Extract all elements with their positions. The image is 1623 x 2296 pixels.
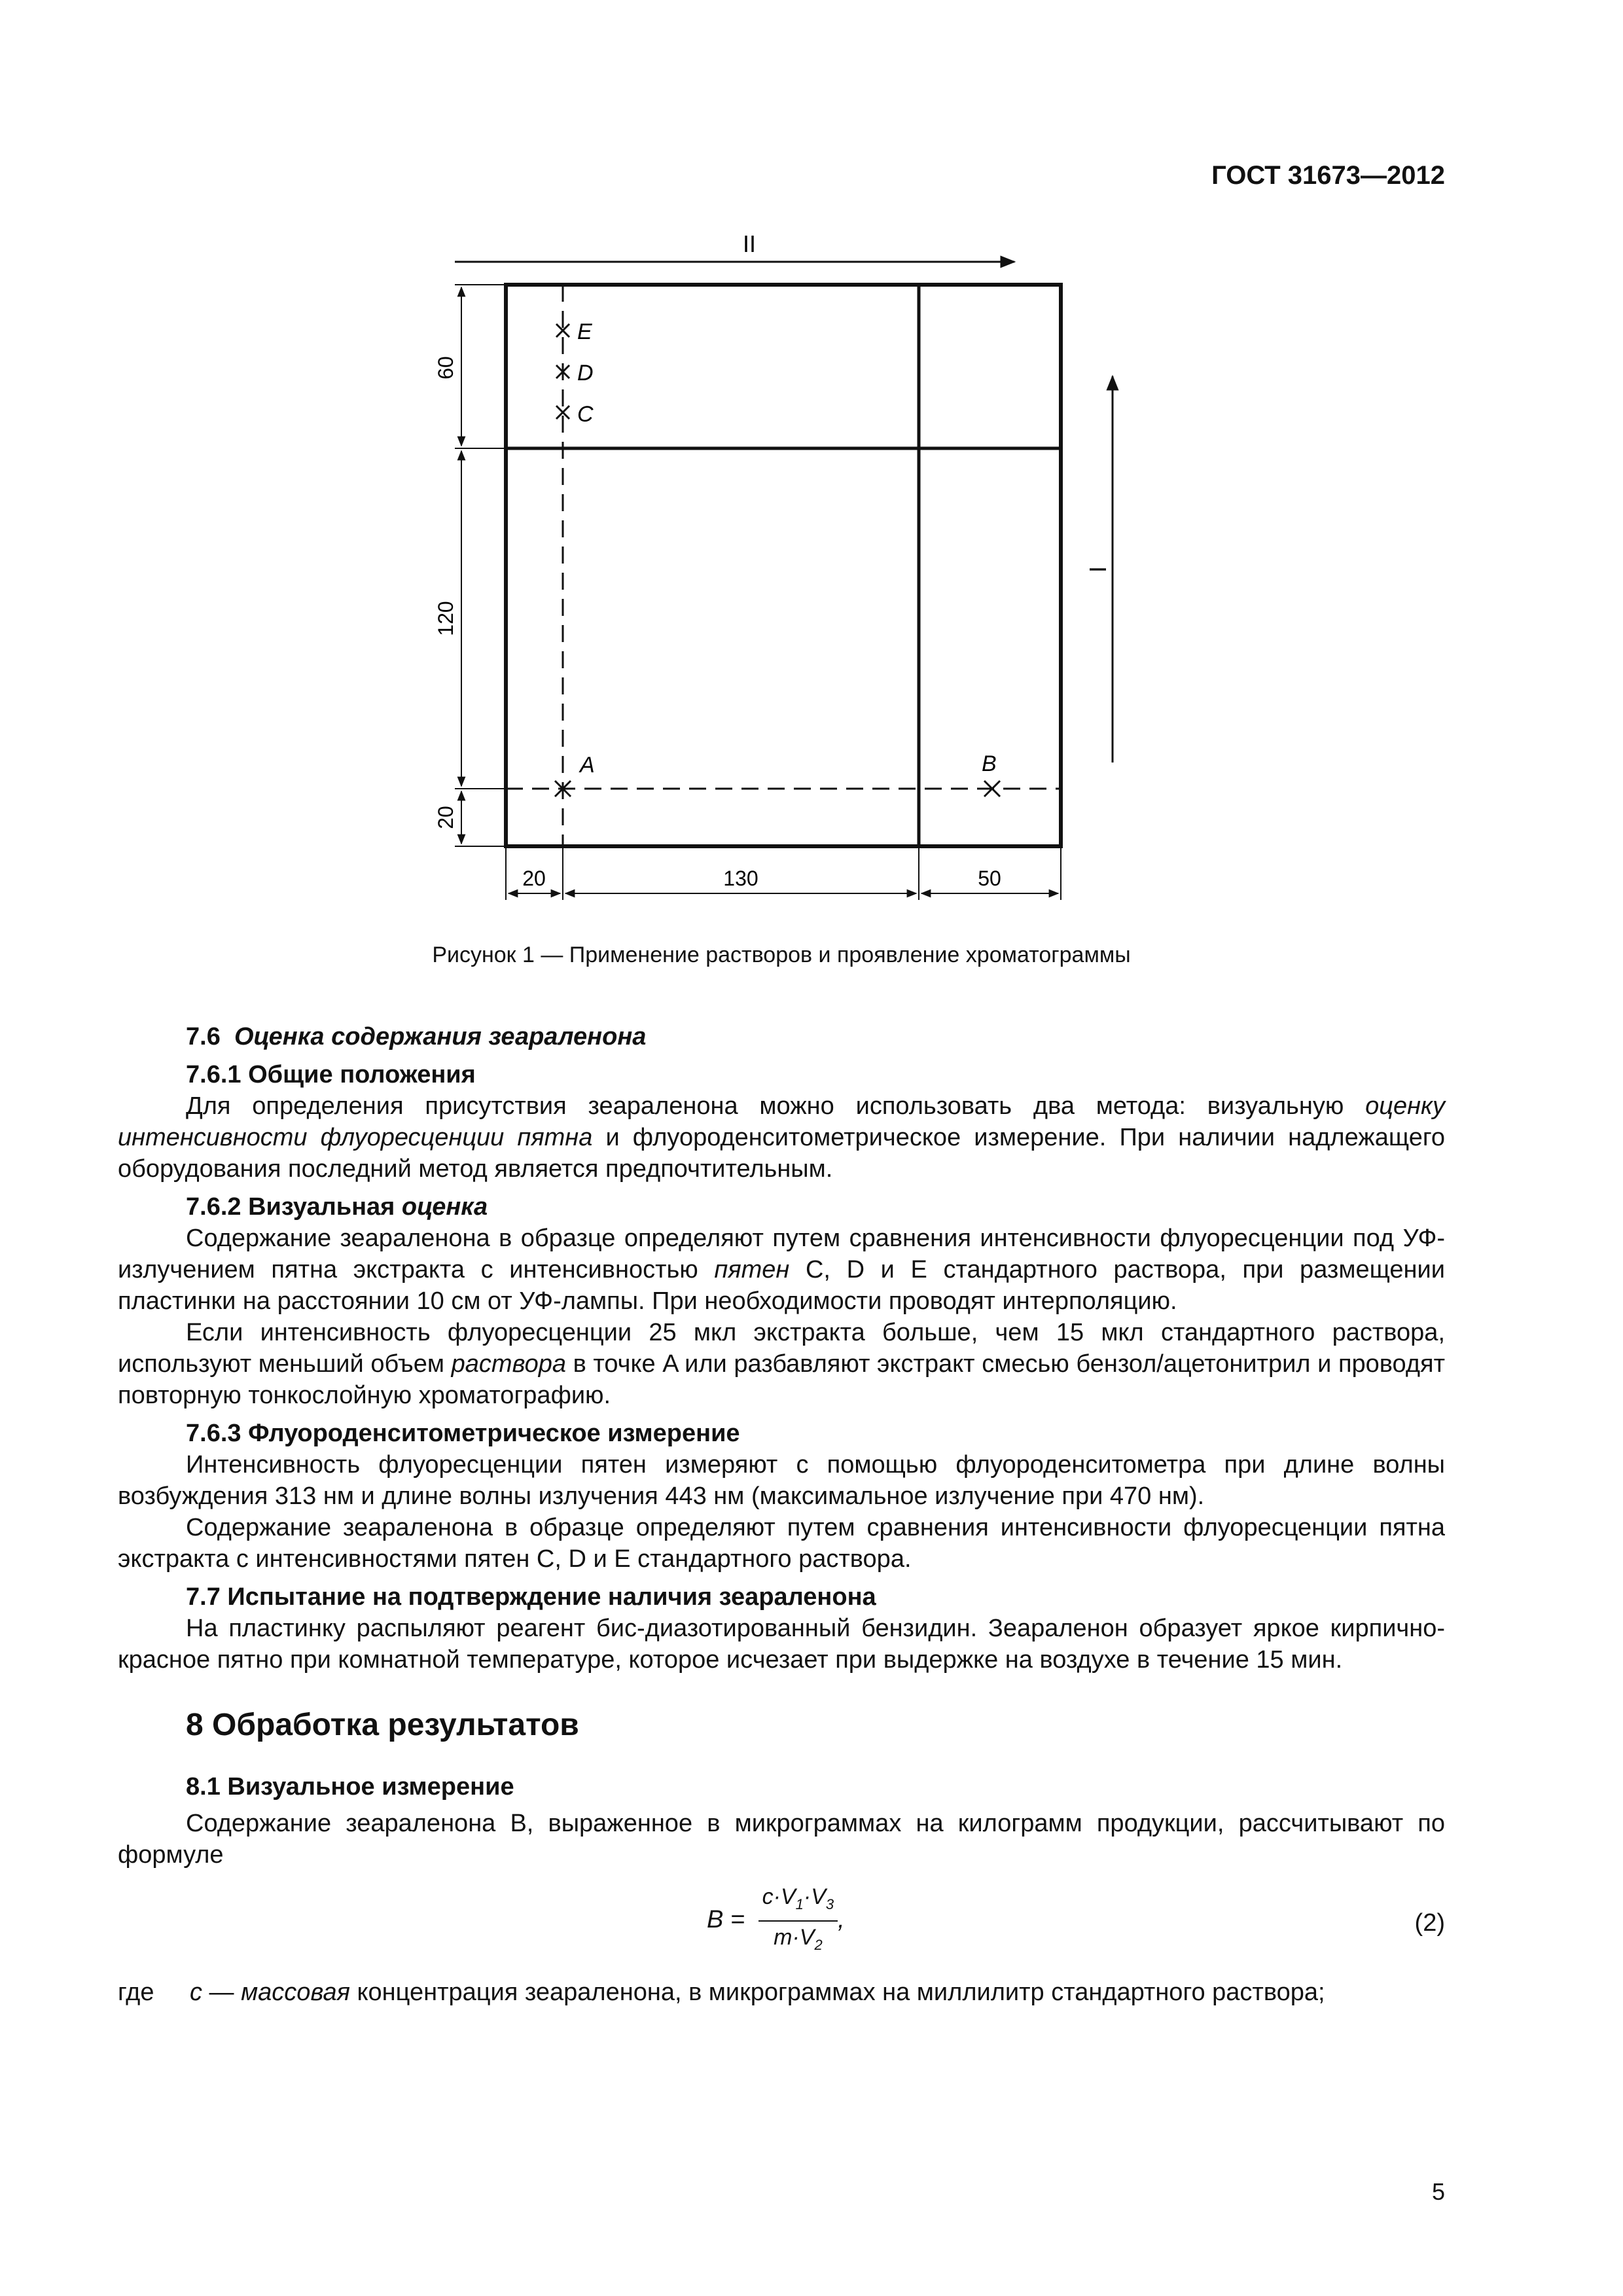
formula-fraction: [758, 1881, 838, 1961]
paragraph-7-6-2-b: Если интенсивность флуоресценции 25 мкл экстракта больше, чем 15 мкл стандартного раствора, используют меньший объем раствора в точке A или разбавляют экстракт смесью бензол/ацетонитрил и проводят повторную тонкослойную хроматографию.: [118, 1319, 1446, 1409]
dim-label-60: 60: [434, 356, 457, 380]
figure-caption: Рисунок 1 — Применение растворов и проявление хроматограммы: [432, 942, 1131, 967]
dim-label-50: 50: [978, 867, 1001, 890]
where-clause: [118, 1977, 1445, 2008]
dim-label-20-vertical: 20: [434, 806, 457, 829]
paragraph-7-6-3-b: Содержание зеараленона в образце определяют путем сравнения интенсивности флуоресценции пятна экстракта с интенсивностями пятен C, D и E стандартного раствора.: [118, 1514, 1445, 1573]
page-number: 5: [1431, 2178, 1445, 2205]
section-7-6-2-heading: 7.6.2 Визуальная оценка: [186, 1193, 488, 1221]
paragraph-8-1: Содержание зеараленона B, выраженное в микрограммах на килограмм продукции, рассчитывают по формуле: [118, 1810, 1445, 1869]
paragraph-7-6-2-a: Содержание зеараленона в образце определяют путем сравнения интенсивности флуоресценции под УФ-излучением пятна экстракта с интенсивностью пятен C, D и E стандартного раствора, при размещении пластинки на расстоянии 10 см от УФ-лампы. При необходимости проводят интерполяцию.: [118, 1225, 1445, 1315]
dim-label-130: 130: [723, 867, 758, 890]
formula-numerator: $c\cdot V_1\cdot V_3$: [758, 1881, 838, 1922]
body-text: [118, 1021, 1445, 2008]
section-7-6-heading: 7.6 Оценка содержания зеараленона: [186, 1023, 647, 1050]
section-7-7-heading: 7.7 Испытание на подтверждение наличия зеараленона: [186, 1583, 876, 1611]
section-7-6-1-heading: 7.6.1 Общие положения: [186, 1061, 476, 1088]
section-8-heading: 8 Обработка результатов: [186, 1708, 579, 1742]
section-7-6-3-heading: 7.6.3 Флуороденситометрическое измерение: [186, 1420, 740, 1447]
section-8-1-heading: 8.1 Визуальное измерение: [186, 1773, 514, 1801]
chromatogram-figure: [425, 232, 1178, 920]
dim-label-20-horizontal: 20: [522, 867, 546, 890]
formula-denominator: $m\cdot V_2$: [774, 1924, 823, 1953]
paragraph-7-7: На пластинку распыляют реагент бис-диазотированный бензидин. Зеараленон образует яркое кирпично-красное пятно при комнатной температуре, которое исчезает при выдержке на воздухе в течение 15 мин.: [118, 1615, 1445, 1674]
point-e-label: E: [577, 319, 592, 344]
standard-number: ГОСТ 31673—2012: [1211, 161, 1445, 190]
point-b-label: B: [982, 751, 997, 776]
where-definition: c — массовая концентрация зеараленона, в микрограммах на миллилитр стандартного раствора;: [190, 1979, 1325, 2006]
direction-ii-label: II: [743, 232, 757, 257]
formula: B = $\frac{c\cdot V_1\cdot V_3}{m\cdot V_2}$ ,: [707, 1881, 845, 1961]
paragraph-7-6-3-a: Интенсивность флуоресценции пятен измеряют с помощью флуороденситометра при длине волны возбуждения 313 нм и длине волны излучения 443 нм (максимальное излучение при 470 нм).: [118, 1451, 1445, 1510]
direction-i-label: I: [1084, 565, 1111, 573]
point-d-label: D: [577, 361, 594, 386]
paragraph-7-6-1: Для определения присутствия зеараленона можно использовать два метода: визуальную оценку интенсивности флуоресценции пятна и флуороденситометрическое измерение. При наличии надлежащего оборудования последний метод является предпочтительным.: [118, 1092, 1445, 1183]
point-c-label: C: [577, 402, 594, 427]
where-label: где: [118, 1979, 154, 2006]
dim-label-120: 120: [434, 601, 457, 636]
formula-number: (2): [1414, 1909, 1445, 1937]
formula-row: [118, 1874, 1445, 1973]
point-a-label: A: [580, 753, 595, 778]
